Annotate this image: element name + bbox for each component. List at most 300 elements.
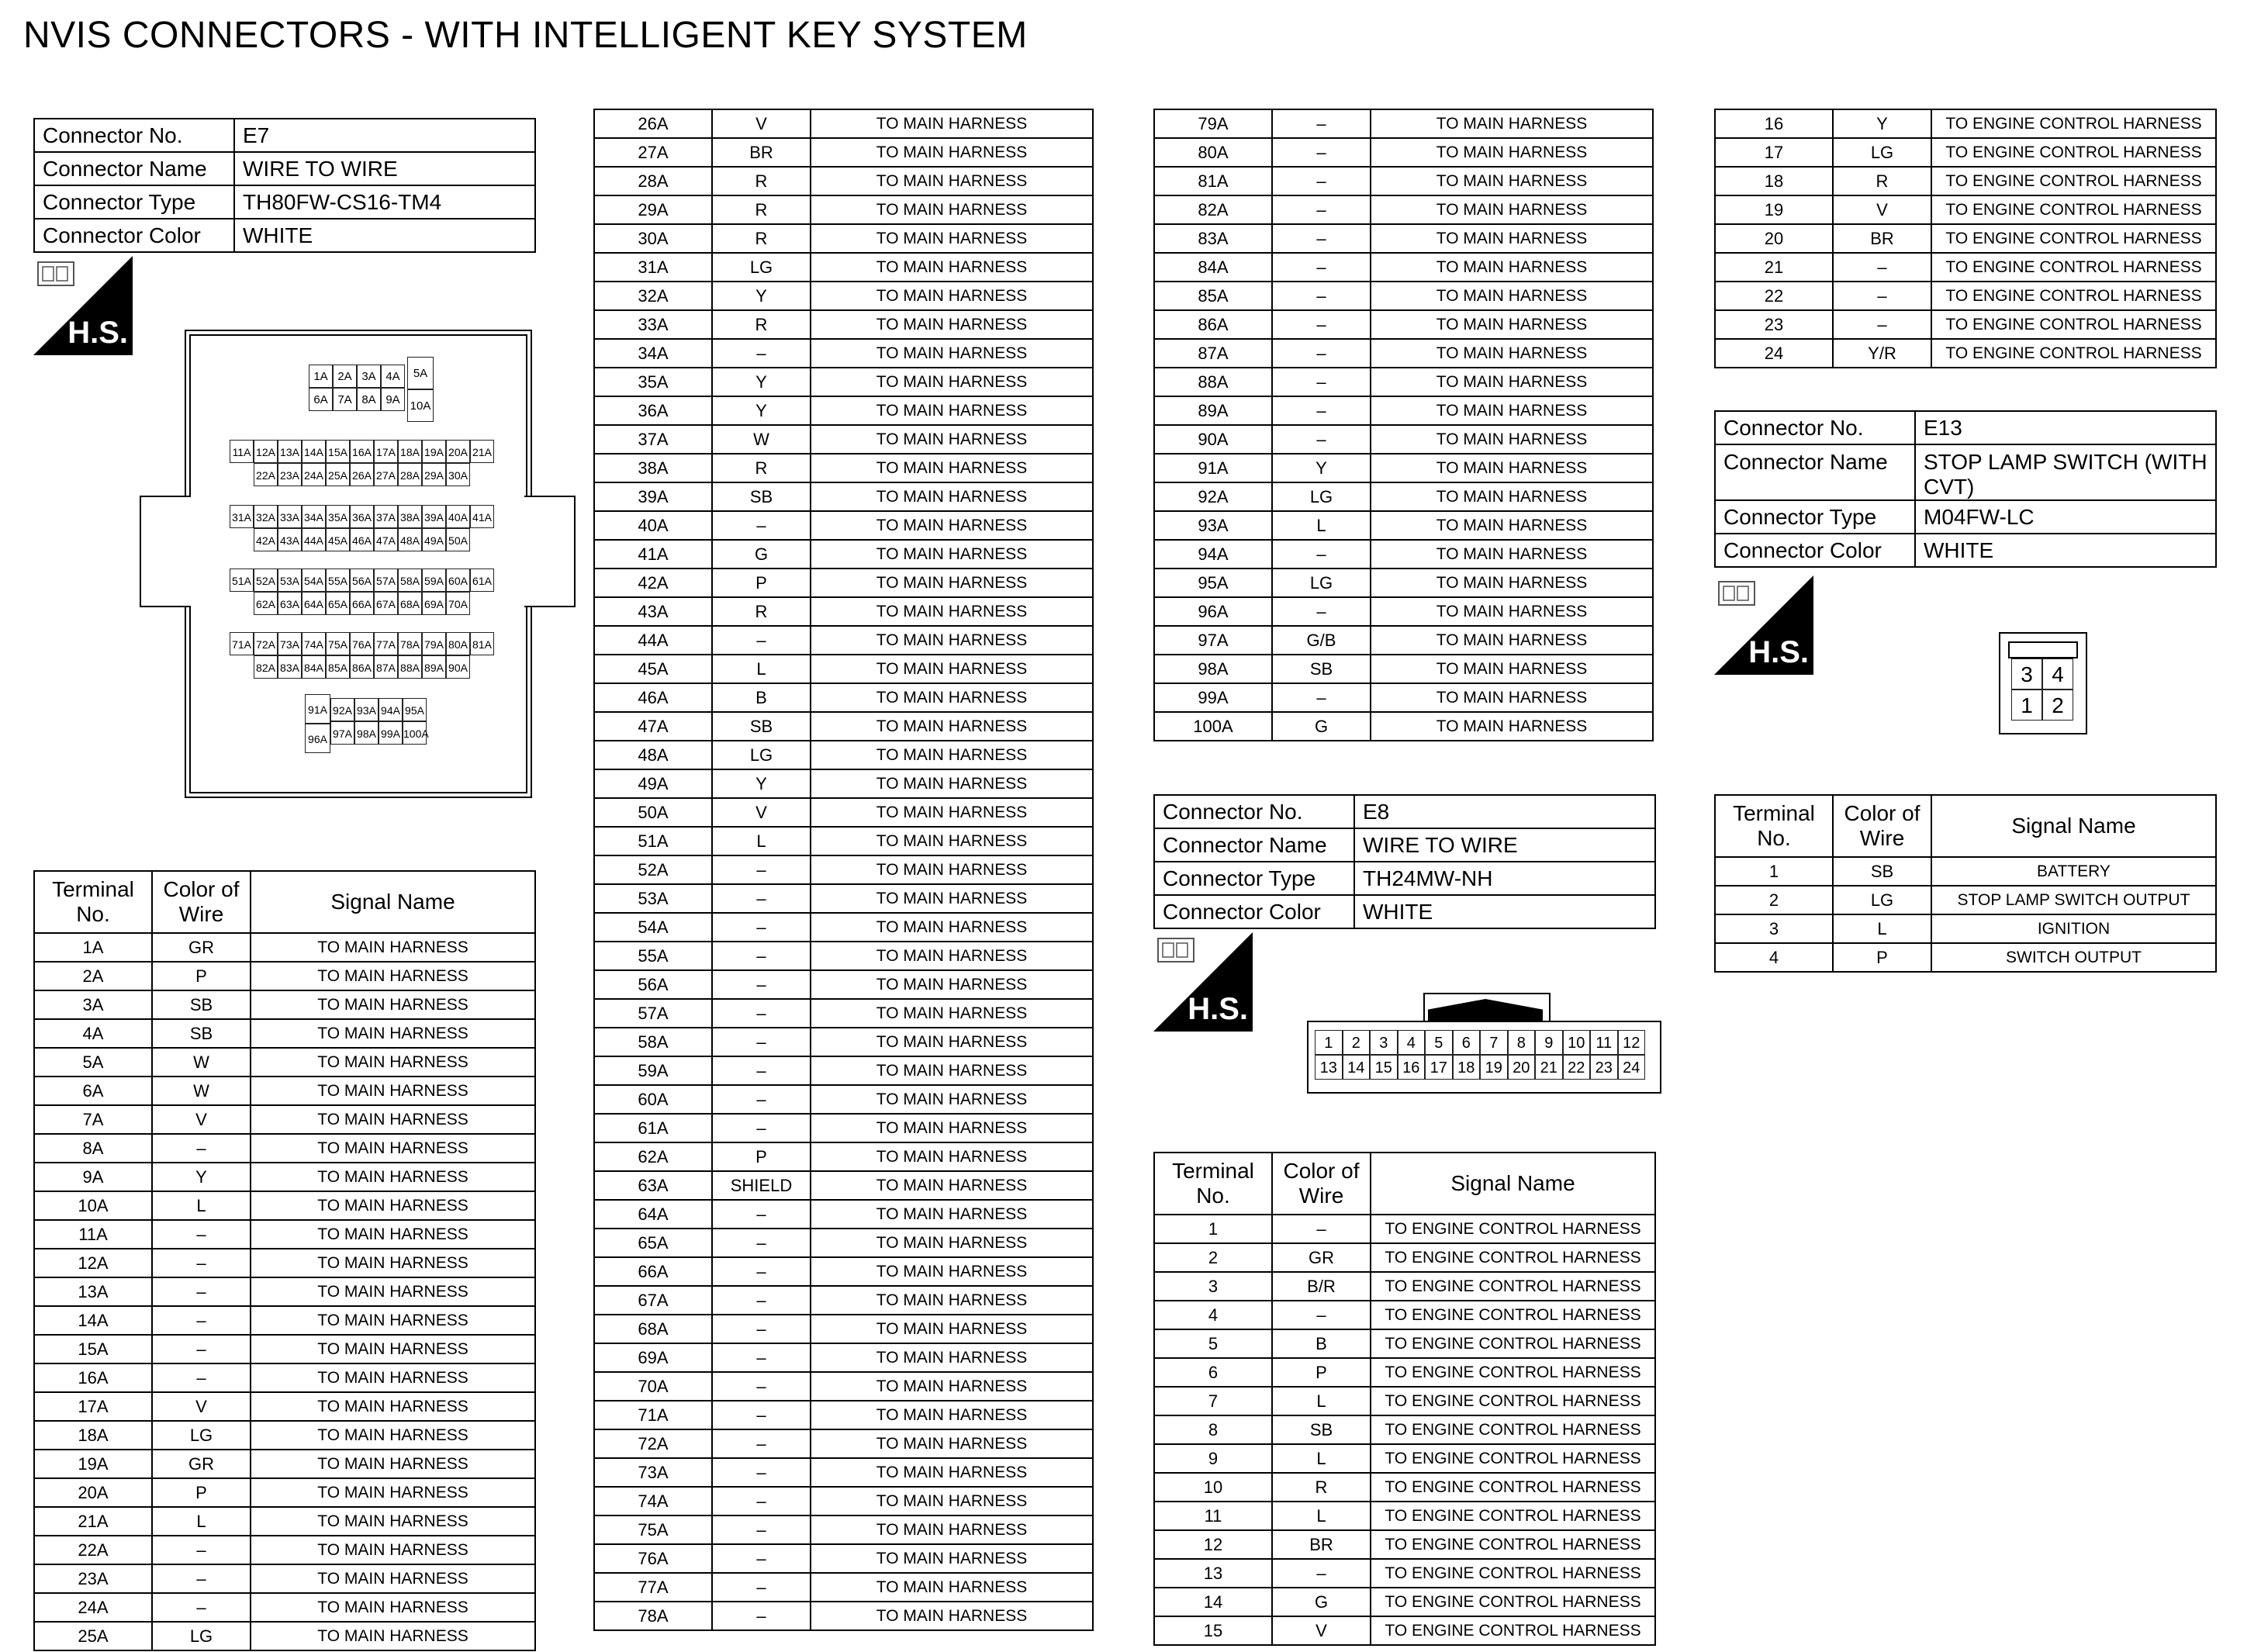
terminal-no: 3	[1715, 914, 1833, 943]
terminal-no: 88A	[1154, 368, 1272, 396]
table-row	[594, 1142, 1093, 1171]
signal-name: TO MAIN HARNESS	[1371, 597, 1653, 626]
terminal-no: 79A	[1154, 109, 1272, 138]
connector-pin: 80A	[446, 632, 470, 655]
terminal-no: 8	[1154, 1415, 1272, 1444]
terminal-no: 9	[1154, 1444, 1272, 1473]
connector-pin: 12A	[254, 440, 278, 463]
wire-color: –	[712, 1028, 811, 1056]
table-row	[594, 741, 1093, 769]
wire-color: R	[1833, 167, 1931, 195]
terminal-no: 4	[1154, 1301, 1272, 1329]
signal-name: BATTERY	[1931, 857, 2216, 886]
terminal-no: 68A	[594, 1315, 712, 1343]
table-row	[1154, 1301, 1655, 1329]
connector-pin: 6	[1453, 1030, 1481, 1055]
wire-color: L	[1272, 511, 1371, 540]
signal-name: TO MAIN HARNESS	[251, 1593, 535, 1622]
connector-pin: 8	[1508, 1030, 1536, 1055]
terminal-no: 18A	[34, 1421, 152, 1450]
terminal-no: 19	[1715, 195, 1833, 224]
signal-name: TO ENGINE CONTROL HARNESS	[1371, 1387, 1655, 1415]
connector-pin: 87A	[374, 655, 398, 679]
signal-name: TO ENGINE CONTROL HARNESS	[1371, 1616, 1655, 1645]
signal-name: TO MAIN HARNESS	[811, 597, 1093, 626]
e13-type: M04FW-LC	[1915, 500, 2216, 534]
signal-name: TO ENGINE CONTROL HARNESS	[1371, 1329, 1655, 1358]
signal-name: TO MAIN HARNESS	[1371, 339, 1653, 368]
table-row	[34, 1191, 535, 1220]
connector-pin: 76A	[350, 632, 374, 655]
signal-name: TO MAIN HARNESS	[251, 1564, 535, 1593]
terminal-no: 1	[1154, 1215, 1272, 1243]
terminal-no: 15A	[34, 1335, 152, 1363]
table-row	[594, 310, 1093, 339]
terminal-no: 25A	[34, 1622, 152, 1650]
connector-pin: 28A	[398, 463, 422, 486]
connector-pin: 50A	[446, 528, 470, 551]
terminal-no: 17	[1715, 138, 1833, 167]
signal-name: TO MAIN HARNESS	[251, 1019, 535, 1048]
terminal-no: 13A	[34, 1277, 152, 1306]
terminal-no: 3	[1154, 1272, 1272, 1301]
table-row	[34, 1392, 535, 1421]
signal-name: TO MAIN HARNESS	[811, 884, 1093, 913]
terminal-no: 48A	[594, 741, 712, 769]
signal-name: TO MAIN HARNESS	[811, 1114, 1093, 1142]
table-row	[594, 626, 1093, 655]
wire-color: –	[1272, 339, 1371, 368]
table-row	[34, 1536, 535, 1564]
signal-name: TO MAIN HARNESS	[251, 1306, 535, 1335]
wire-color: –	[712, 1573, 811, 1602]
connector-pin: 32A	[254, 505, 278, 528]
table-row	[1154, 1243, 1655, 1272]
table-row	[1154, 712, 1653, 741]
table-row	[594, 655, 1093, 683]
connector-pin: 54A	[302, 569, 326, 592]
signal-name: TO MAIN HARNESS	[811, 368, 1093, 396]
signal-name: TO MAIN HARNESS	[1371, 655, 1653, 683]
signal-name: TO MAIN HARNESS	[1371, 167, 1653, 195]
connector-pin: 18A	[398, 440, 422, 463]
terminal-no: 51A	[594, 827, 712, 855]
table-row	[594, 167, 1093, 195]
wire-color: –	[712, 855, 811, 884]
table-row	[1154, 454, 1653, 482]
label-connector-type: Connector Type	[1715, 500, 1915, 534]
wire-color: –	[1272, 425, 1371, 454]
e7-terminal-table-2	[593, 109, 1094, 1631]
connector-pin: 81A	[470, 632, 494, 655]
col-signal: Signal Name	[1371, 1153, 1655, 1215]
connector-pin: 41A	[470, 505, 494, 528]
wire-color: –	[1272, 224, 1371, 253]
wire-color: L	[152, 1191, 251, 1220]
terminal-no: 6A	[34, 1077, 152, 1105]
signal-name: TO MAIN HARNESS	[1371, 224, 1653, 253]
terminal-no: 31A	[594, 253, 712, 282]
label-connector-name: Connector Name	[1715, 444, 1915, 500]
terminal-no: 42A	[594, 569, 712, 597]
connector-pin: 2	[2042, 689, 2073, 721]
signal-name: TO ENGINE CONTROL HARNESS	[1931, 224, 2216, 253]
signal-name: TO ENGINE CONTROL HARNESS	[1371, 1444, 1655, 1473]
connector-pin: 92A	[330, 698, 354, 721]
table-row	[594, 511, 1093, 540]
wire-color: BR	[712, 138, 811, 167]
signal-name: TO MAIN HARNESS	[811, 1343, 1093, 1372]
table-row	[34, 1622, 535, 1650]
connector-pin: 44A	[302, 528, 326, 551]
terminal-no: 7	[1154, 1387, 1272, 1415]
terminal-no: 20A	[34, 1478, 152, 1507]
terminal-no: 53A	[594, 884, 712, 913]
terminal-no: 50A	[594, 798, 712, 827]
table-row	[34, 1105, 535, 1134]
hs-badge-e7	[33, 256, 133, 355]
signal-name: TO MAIN HARNESS	[1371, 396, 1653, 425]
e7-terminal-table-3	[1153, 109, 1654, 741]
wire-color: –	[1833, 310, 1931, 339]
connector-pin: 68A	[398, 592, 422, 615]
signal-name: TO MAIN HARNESS	[811, 167, 1093, 195]
connector-pin: 48A	[398, 528, 422, 551]
terminal-no: 24A	[34, 1593, 152, 1622]
connector-pin: 20A	[446, 440, 470, 463]
wire-color: –	[1272, 109, 1371, 138]
terminal-no: 98A	[1154, 655, 1272, 683]
signal-name: TO MAIN HARNESS	[1371, 454, 1653, 482]
table-row	[1715, 138, 2216, 167]
wire-color: SB	[1272, 1415, 1371, 1444]
terminal-no: 43A	[594, 597, 712, 626]
table-row	[594, 282, 1093, 310]
wire-color: L	[712, 827, 811, 855]
wire-color: LG	[712, 741, 811, 769]
signal-name: TO MAIN HARNESS	[811, 1171, 1093, 1200]
table-row	[1154, 1588, 1655, 1616]
terminal-no: 97A	[1154, 626, 1272, 655]
connector-pin: 15	[1370, 1055, 1398, 1080]
connector-pin: 63A	[278, 592, 302, 615]
terminal-no: 47A	[594, 712, 712, 741]
signal-name: TO MAIN HARNESS	[811, 1028, 1093, 1056]
connector-pin: 23	[1590, 1055, 1618, 1080]
table-row	[594, 569, 1093, 597]
connector-pin: 1	[1315, 1030, 1343, 1055]
wire-color: Y	[152, 1163, 251, 1191]
signal-name: TO MAIN HARNESS	[1371, 540, 1653, 569]
wire-color: –	[1272, 1301, 1371, 1329]
table-row	[594, 1487, 1093, 1515]
terminal-no: 18	[1715, 167, 1833, 195]
table-row	[1715, 914, 2216, 943]
e7-info-table	[33, 118, 536, 253]
table-row	[594, 1229, 1093, 1257]
connector-pin: 58A	[398, 569, 422, 592]
wire-color: –	[712, 1315, 811, 1343]
table-row	[1715, 339, 2216, 368]
table-row	[594, 425, 1093, 454]
terminal-no: 100A	[1154, 712, 1272, 741]
wire-color: LG	[712, 253, 811, 282]
terminal-no: 37A	[594, 425, 712, 454]
wire-color: LG	[152, 1622, 251, 1650]
wire-color: –	[152, 1536, 251, 1564]
signal-name: TO MAIN HARNESS	[811, 109, 1093, 138]
hs-label: H.S.	[1188, 992, 1248, 1026]
terminal-no: 60A	[594, 1085, 712, 1114]
table-row	[1715, 224, 2216, 253]
signal-name: TO MAIN HARNESS	[811, 798, 1093, 827]
terminal-no: 4A	[34, 1019, 152, 1048]
wire-color: R	[712, 310, 811, 339]
connector-pin: 17	[1425, 1055, 1453, 1080]
connector-pin: 14	[1343, 1055, 1371, 1080]
terminal-no: 73A	[594, 1458, 712, 1487]
label-connector-type: Connector Type	[1154, 862, 1354, 895]
table-row	[594, 540, 1093, 569]
table-row	[594, 1315, 1093, 1343]
table-row	[594, 1544, 1093, 1573]
terminal-no: 5	[1154, 1329, 1272, 1358]
terminal-no: 87A	[1154, 339, 1272, 368]
table-row	[1154, 1473, 1655, 1502]
signal-name: TO MAIN HARNESS	[251, 933, 535, 962]
terminal-no: 10	[1154, 1473, 1272, 1502]
terminal-no: 9A	[34, 1163, 152, 1191]
connector-pin: 98A	[354, 721, 379, 745]
wire-color: G/B	[1272, 626, 1371, 655]
wire-color: LG	[1272, 482, 1371, 511]
terminal-no: 26A	[594, 109, 712, 138]
wire-color: –	[1833, 282, 1931, 310]
connector-pin: 96A	[305, 724, 330, 753]
e13-connector-diagram	[1999, 632, 2087, 734]
connector-pin: 55A	[326, 569, 350, 592]
wire-color: –	[712, 1229, 811, 1257]
table-row	[1154, 195, 1653, 224]
e13-name: STOP LAMP SWITCH (WITH CVT)	[1915, 444, 2216, 500]
signal-name: TO MAIN HARNESS	[811, 1429, 1093, 1458]
e7-no: E7	[234, 119, 535, 152]
signal-name: TO MAIN HARNESS	[811, 540, 1093, 569]
e8-terminal-table-1	[1153, 1152, 1656, 1646]
terminal-no: 46A	[594, 683, 712, 712]
connector-pin: 2A	[333, 365, 357, 388]
signal-name: TO MAIN HARNESS	[251, 1421, 535, 1450]
wire-color: B	[712, 683, 811, 712]
terminal-no: 29A	[594, 195, 712, 224]
table-row	[1154, 626, 1653, 655]
wire-color: –	[712, 1487, 811, 1515]
terminal-no: 14	[1154, 1588, 1272, 1616]
terminal-no: 63A	[594, 1171, 712, 1200]
connector-pin: 18	[1453, 1055, 1481, 1080]
table-row	[1154, 540, 1653, 569]
terminal-no: 17A	[34, 1392, 152, 1421]
table-row	[1154, 1444, 1655, 1473]
label-connector-name: Connector Name	[1154, 828, 1354, 862]
signal-name: TO ENGINE CONTROL HARNESS	[1931, 195, 2216, 224]
signal-name: TO ENGINE CONTROL HARNESS	[1371, 1243, 1655, 1272]
connector-pin: 16	[1398, 1055, 1426, 1080]
connector-pin: 16A	[350, 440, 374, 463]
wire-color: –	[712, 1114, 811, 1142]
signal-name: TO MAIN HARNESS	[811, 396, 1093, 425]
terminal-no: 55A	[594, 942, 712, 970]
terminal-no: 14A	[34, 1306, 152, 1335]
connector-pin: 9A	[381, 388, 405, 411]
table-row	[34, 1019, 535, 1048]
table-row	[594, 109, 1093, 138]
connector-pin: 27A	[374, 463, 398, 486]
connector-pin: 65A	[326, 592, 350, 615]
wire-color: R	[712, 454, 811, 482]
table-row	[1715, 253, 2216, 282]
signal-name: TO MAIN HARNESS	[811, 310, 1093, 339]
terminal-no: 3A	[34, 990, 152, 1019]
table-row	[34, 1220, 535, 1249]
connector-pin: 89A	[422, 655, 446, 679]
connector-pin: 31A	[230, 505, 254, 528]
terminal-no: 83A	[1154, 224, 1272, 253]
table-row	[594, 339, 1093, 368]
terminal-no: 91A	[1154, 454, 1272, 482]
connector-pin: 75A	[326, 632, 350, 655]
table-row	[1154, 569, 1653, 597]
wire-color: P	[1272, 1358, 1371, 1387]
terminal-no: 36A	[594, 396, 712, 425]
wire-color: V	[1272, 1616, 1371, 1645]
terminal-no: 35A	[594, 368, 712, 396]
connector-pin: 74A	[302, 632, 326, 655]
signal-name: TO MAIN HARNESS	[811, 282, 1093, 310]
signal-name: TO MAIN HARNESS	[1371, 138, 1653, 167]
col-color: Color of Wire	[1272, 1153, 1371, 1215]
connector-pin: 72A	[254, 632, 278, 655]
table-row	[1154, 1387, 1655, 1415]
connector-pin: 88A	[398, 655, 422, 679]
terminal-no: 15	[1154, 1616, 1272, 1645]
connector-pin: 1	[2011, 689, 2042, 721]
wire-color: L	[1272, 1502, 1371, 1530]
signal-name: TO MAIN HARNESS	[811, 1515, 1093, 1544]
wire-color: –	[712, 1458, 811, 1487]
signal-name: TO MAIN HARNESS	[1371, 368, 1653, 396]
terminal-no: 76A	[594, 1544, 712, 1573]
wire-color: –	[152, 1564, 251, 1593]
wire-color: G	[1272, 1588, 1371, 1616]
connector-pin: 3A	[357, 365, 381, 388]
connector-pin: 79A	[422, 632, 446, 655]
connector-pin: 13A	[278, 440, 302, 463]
connector-pin: 60A	[446, 569, 470, 592]
signal-name: TO MAIN HARNESS	[1371, 195, 1653, 224]
signal-name: TO MAIN HARNESS	[811, 1401, 1093, 1429]
table-row	[594, 683, 1093, 712]
signal-name: TO MAIN HARNESS	[1371, 310, 1653, 339]
wire-color: GR	[152, 1450, 251, 1478]
wire-color: L	[1833, 914, 1931, 943]
terminal-no: 20	[1715, 224, 1833, 253]
signal-name: TO ENGINE CONTROL HARNESS	[1371, 1301, 1655, 1329]
table-row	[594, 1429, 1093, 1458]
table-row	[1154, 138, 1653, 167]
table-row	[594, 138, 1093, 167]
connector-pin: 4	[1398, 1030, 1426, 1055]
wire-color: –	[712, 913, 811, 942]
table-row	[594, 769, 1093, 798]
signal-name: TO MAIN HARNESS	[1371, 253, 1653, 282]
wire-color: –	[1272, 167, 1371, 195]
signal-name: TO MAIN HARNESS	[811, 1200, 1093, 1229]
terminal-no: 39A	[594, 482, 712, 511]
terminal-no: 40A	[594, 511, 712, 540]
signal-name: IGNITION	[1931, 914, 2216, 943]
table-row	[594, 855, 1093, 884]
table-row	[594, 1372, 1093, 1401]
table-row	[34, 1421, 535, 1450]
signal-name: TO MAIN HARNESS	[251, 1392, 535, 1421]
label-connector-no: Connector No.	[34, 119, 234, 152]
signal-name: TO MAIN HARNESS	[811, 482, 1093, 511]
table-row	[594, 482, 1093, 511]
terminal-no: 93A	[1154, 511, 1272, 540]
table-row	[1715, 943, 2216, 972]
signal-name: TO MAIN HARNESS	[1371, 482, 1653, 511]
terminal-no: 33A	[594, 310, 712, 339]
signal-name: TO MAIN HARNESS	[811, 970, 1093, 999]
signal-name: TO MAIN HARNESS	[811, 1544, 1093, 1573]
table-row	[594, 253, 1093, 282]
label-connector-type: Connector Type	[34, 185, 234, 219]
wire-color: V	[712, 798, 811, 827]
table-row	[594, 970, 1093, 999]
wire-color: R	[712, 167, 811, 195]
table-row	[34, 1363, 535, 1392]
wire-color: –	[712, 1286, 811, 1315]
table-row	[1715, 167, 2216, 195]
connector-pin: 3	[1370, 1030, 1398, 1055]
connector-pin: 1A	[309, 365, 333, 388]
wire-color: –	[712, 942, 811, 970]
signal-name: TO ENGINE CONTROL HARNESS	[1371, 1588, 1655, 1616]
terminal-no: 41A	[594, 540, 712, 569]
connector-pin: 66A	[350, 592, 374, 615]
signal-name: TO MAIN HARNESS	[1371, 425, 1653, 454]
col-terminal: Terminal No.	[34, 871, 152, 933]
connector-pin: 85A	[326, 655, 350, 679]
connector-pin: 7A	[333, 388, 357, 411]
table-row	[1154, 655, 1653, 683]
terminal-no: 96A	[1154, 597, 1272, 626]
table-row	[1154, 282, 1653, 310]
wire-color: –	[1272, 1559, 1371, 1588]
table-row	[1154, 1272, 1655, 1301]
table-row	[594, 1200, 1093, 1229]
connector-pin: 84A	[302, 655, 326, 679]
terminal-no: 58A	[594, 1028, 712, 1056]
wire-color: R	[1272, 1473, 1371, 1502]
signal-name: TO MAIN HARNESS	[251, 1277, 535, 1306]
connector-pin: 52A	[254, 569, 278, 592]
signal-name: TO MAIN HARNESS	[811, 224, 1093, 253]
col-terminal: Terminal No.	[1154, 1153, 1272, 1215]
e13-color: WHITE	[1915, 534, 2216, 567]
terminal-no: 82A	[1154, 195, 1272, 224]
